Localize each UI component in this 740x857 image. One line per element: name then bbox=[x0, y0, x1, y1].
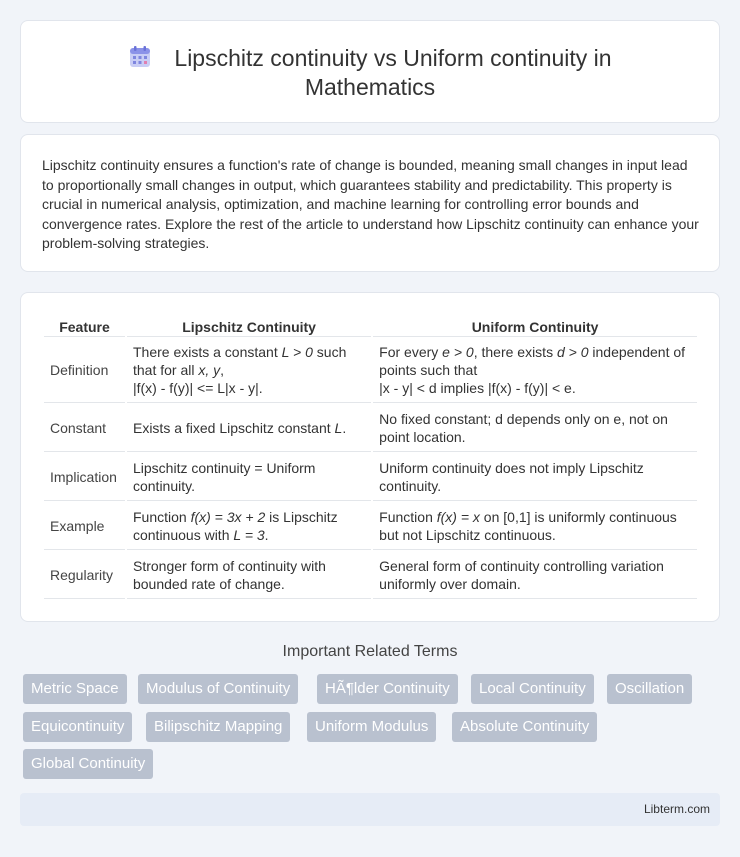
tag-local-continuity[interactable]: Local Continuity bbox=[471, 674, 594, 704]
row-uniform: For every e > 0, there exists d > 0 independent of points such that |x - y| < d implies |f(x) - f(y)| < e. bbox=[373, 337, 697, 403]
table-row bbox=[44, 337, 697, 403]
table-row bbox=[44, 550, 697, 599]
tag-holder-continuity[interactable]: HÃ¶lder Continuity bbox=[317, 674, 458, 704]
title-card bbox=[20, 20, 720, 123]
row-lipschitz: Stronger form of continuity with bounded rate of change. bbox=[127, 550, 371, 599]
row-uniform: Uniform continuity does not imply Lipschitz continuity. bbox=[373, 452, 697, 501]
table-header-row bbox=[44, 315, 697, 337]
row-feature: Definition bbox=[44, 337, 125, 403]
row-feature: Implication bbox=[44, 452, 125, 501]
header-uniform: Uniform Continuity bbox=[373, 315, 697, 337]
header-lipschitz: Lipschitz Continuity bbox=[127, 315, 371, 337]
page-title bbox=[21, 44, 719, 102]
row-feature: Regularity bbox=[44, 550, 125, 599]
title-line-1: Lipschitz continuity vs Uniform continuity in bbox=[174, 45, 612, 71]
tag-uniform-modulus[interactable]: Uniform Modulus bbox=[307, 712, 436, 742]
header-feature: Feature bbox=[44, 315, 125, 337]
table-row bbox=[44, 403, 697, 452]
comparison-table bbox=[42, 315, 699, 599]
footer-brand[interactable]: Libterm.com bbox=[643, 802, 710, 816]
tag-oscillation[interactable]: Oscillation bbox=[607, 674, 692, 704]
intro-paragraph: Lipschitz continuity ensures a function's rate of change is bounded, meaning small changes in input lead to proportionally small changes in output, which guarantees stability and predictability. This property is crucial in numerical analysis, optimization, and machine learning for controlling error bounds and convergence rates. Explore the rest of the article to understand how Lipschitz continuity can enhance your problem-solving strategies. bbox=[42, 157, 699, 252]
tag-equicontinuity[interactable]: Equicontinuity bbox=[23, 712, 132, 742]
row-uniform: Function f(x) = x on [0,1] is uniformly continuous but not Lipschitz continuous. bbox=[373, 501, 697, 550]
row-uniform: General form of continuity controlling variation uniformly over domain. bbox=[373, 550, 697, 599]
footer bbox=[20, 793, 720, 826]
calendar-icon bbox=[128, 45, 152, 69]
tag-global-continuity[interactable]: Global Continuity bbox=[23, 749, 153, 779]
table-row bbox=[44, 452, 697, 501]
tag-modulus-of-continuity[interactable]: Modulus of Continuity bbox=[138, 674, 298, 704]
row-uniform: No fixed constant; d depends only on e, not on point location. bbox=[373, 403, 697, 452]
tag-absolute-continuity[interactable]: Absolute Continuity bbox=[452, 712, 597, 742]
row-lipschitz: Function f(x) = 3x + 2 is Lipschitz continuous with L = 3. bbox=[127, 501, 371, 550]
row-lipschitz: Lipschitz continuity = Uniform continuity. bbox=[127, 452, 371, 501]
title-line-2: Mathematics bbox=[304, 74, 436, 100]
table-row bbox=[44, 501, 697, 550]
row-lipschitz: Exists a fixed Lipschitz constant L. bbox=[127, 403, 371, 452]
row-feature: Example bbox=[44, 501, 125, 550]
related-terms-title: Important Related Terms bbox=[282, 643, 458, 660]
comparison-card bbox=[20, 292, 720, 622]
tag-metric-space[interactable]: Metric Space bbox=[23, 674, 127, 704]
row-lipschitz: There exists a constant L > 0 such that for all x, y, |f(x) - f(y)| <= L|x - y|. bbox=[127, 337, 371, 403]
tag-bilipschitz-mapping[interactable]: Bilipschitz Mapping bbox=[146, 712, 290, 742]
row-feature: Constant bbox=[44, 403, 125, 452]
intro-card bbox=[20, 134, 720, 272]
